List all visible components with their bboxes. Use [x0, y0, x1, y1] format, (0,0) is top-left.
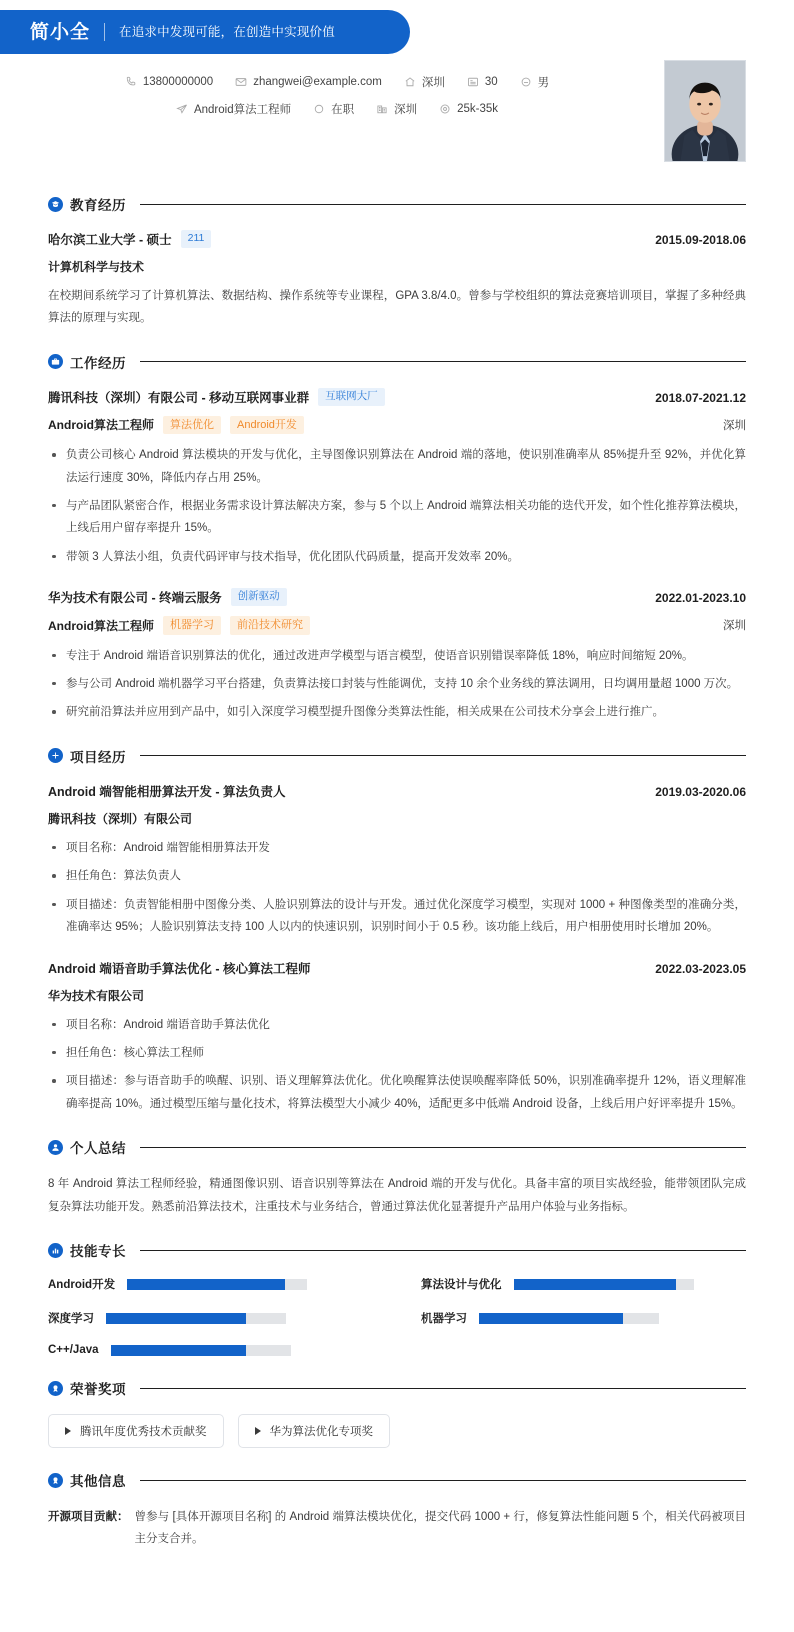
section-title-honors: 荣誉奖项: [70, 1382, 126, 1398]
graduation-cap-icon: [48, 197, 63, 212]
education-school: 哈尔滨工业大学 - 硕士: [48, 233, 172, 247]
work-entry-left: [48, 588, 287, 606]
project-entry: [48, 959, 746, 1116]
gender-icon: [520, 76, 532, 88]
work-date: 2022.01-2023.10: [655, 591, 746, 606]
section-rule: [140, 1480, 746, 1481]
project-company: 腾讯科技（深圳）有限公司: [48, 811, 193, 826]
skill-track: [106, 1313, 286, 1324]
skill-track: [111, 1345, 291, 1356]
contact-phone-text: 13800000000: [142, 76, 214, 88]
education-tag: 211: [181, 230, 212, 248]
section-header-education: [48, 194, 746, 214]
section-honors: [0, 1378, 794, 1448]
header-banner: [0, 10, 410, 54]
work-company: 腾讯科技（深圳）有限公司 - 移动互联网事业群: [48, 390, 310, 405]
status-circle-icon: [313, 103, 325, 115]
skill-fill: [111, 1345, 246, 1356]
section-summary: [0, 1137, 794, 1218]
work-entry: [48, 588, 746, 724]
work-entry-top: [48, 388, 746, 406]
phone-icon: [125, 76, 137, 88]
project-date: 2019.03-2020.06: [655, 784, 746, 799]
skill-fill: [514, 1279, 676, 1290]
section-rule: [140, 204, 746, 205]
city-icon: [376, 103, 388, 115]
bottom-padding: [0, 1551, 794, 1577]
project-entry-top: [48, 959, 746, 977]
skill-fill: [127, 1279, 285, 1290]
work-role-row: [48, 416, 746, 434]
skill-label: Android开发: [48, 1279, 116, 1292]
user-icon: [48, 1140, 63, 1155]
section-title-work: 工作经历: [70, 355, 126, 371]
section-header-skills: [48, 1240, 746, 1260]
section-rule: [140, 1250, 746, 1251]
contact-gender: [520, 74, 550, 90]
work-role: Android算法工程师: [48, 418, 154, 433]
award-icon: [48, 1381, 63, 1396]
candidate-name: 简小全: [30, 21, 91, 43]
play-triangle-icon: [255, 1427, 261, 1435]
section-header-projects: [48, 746, 746, 766]
contact-home-text: 深圳: [421, 77, 445, 89]
education-entry-top: [48, 230, 746, 248]
salary-icon: [439, 103, 451, 115]
project-bullet: 项目描述：参与语音助手的唤醒、识别、语义理解算法优化。优化唤醒算法使误唤醒率降低 50%，识别准确率提升 12%，语义理解准确率提高 10%。通过模型压缩与量化技术，将算法模型大小减少 40%，适配更多中低端 Android 设备，上线后用户好评率提升 15%。: [48, 1070, 746, 1115]
contact-salary: [439, 103, 498, 115]
work-company-tag: 创新驱动: [231, 588, 287, 606]
project-bullets: [48, 837, 746, 939]
work-bullet: 带领 3 人算法小组，负责代码评审与技术指导，优化团队代码质量，提高开发效率 20%。: [48, 546, 746, 568]
section-education: [0, 194, 794, 330]
work-role-tag: Android开发: [230, 416, 304, 434]
other-info-key: 开源项目贡献：: [48, 1511, 129, 1524]
work-bullet: 专注于 Android 端语音识别算法的优化，通过改进声学模型与语言模型，使语音识别错误率降低 18%，响应时间缩短 20%。: [48, 645, 746, 667]
avatar: [664, 60, 746, 162]
project-name: Android 端语音助手算法优化 - 核心算法工程师: [48, 961, 311, 976]
section-title-projects: 项目经历: [70, 749, 126, 765]
project-bullet: 担任角色：核心算法工程师: [48, 1042, 746, 1064]
project-name: Android 端智能相册算法开发 - 算法负责人: [48, 784, 286, 799]
section-title-summary: 个人总结: [70, 1141, 126, 1157]
section-title-skills: 技能专长: [70, 1244, 126, 1260]
contact-age-text: 30: [484, 76, 498, 88]
project-date: 2022.03-2023.05: [655, 961, 746, 976]
summary-text: 8 年 Android 算法工程师经验，精通图像识别、语音识别等算法在 Android 端的开发与优化。具备丰富的项目实战经验，能带领团队完成复杂算法功能开发。熟悉前沿算法技术，注重技术与业务结合，曾通过算法优化显著提升产品用户体验与业务指标。: [48, 1178, 746, 1213]
work-location: 深圳: [723, 419, 746, 432]
work-company: 华为技术有限公司 - 终端云服务: [48, 591, 222, 606]
work-bullets: [48, 444, 746, 568]
section-work: [0, 352, 794, 724]
skill-row: [421, 1276, 746, 1292]
banner-divider: [104, 23, 105, 41]
paper-plane-icon: [176, 103, 188, 115]
info-icon: [48, 1473, 63, 1488]
education-entry: [48, 230, 746, 330]
header-banner-wrap: [0, 0, 794, 54]
section-rule: [140, 755, 746, 756]
honor-label: 华为算法优化专项奖: [269, 1426, 373, 1439]
work-role-row: [48, 616, 746, 634]
honors-list: [48, 1414, 746, 1448]
education-date: 2015.09-2018.06: [655, 233, 746, 247]
skill-fill: [106, 1313, 246, 1324]
section-rule: [140, 1388, 746, 1389]
project-bullet: 项目名称：Android 端智能相册算法开发: [48, 837, 746, 859]
work-company-tag: 互联网大厂: [318, 388, 385, 406]
work-role: Android算法工程师: [48, 618, 154, 633]
work-bullet: 负责公司核心 Android 算法模块的开发与优化，主导图像识别算法在 Android 端的落地，使识别准确率从 85%提升至 92%，并优化算法运行速度 30%，降低内存占用 25%。: [48, 444, 746, 489]
project-entry: [48, 782, 746, 939]
section-other: [0, 1470, 794, 1551]
honor-chip[interactable]: [238, 1414, 391, 1448]
work-date: 2018.07-2021.12: [655, 390, 746, 405]
project-bullet: 担任角色：算法负责人: [48, 865, 746, 887]
work-bullet: 参与公司 Android 端机器学习平台搭建，负责算法接口封装与性能调优，支持 10 余个业务线的算法调用，日均调用量超 1000 万次。: [48, 673, 746, 695]
work-role-left: [48, 416, 304, 434]
section-rule: [140, 1147, 746, 1148]
skill-label: 机器学习: [421, 1313, 467, 1326]
banner-slogan: 在追求中发现可能，在创造中实现价值: [119, 24, 335, 39]
skill-row: [48, 1344, 373, 1356]
contact-city: [376, 101, 417, 117]
education-entry-left: [48, 230, 211, 248]
work-role-tag: 机器学习: [163, 616, 221, 634]
project-company: 华为技术有限公司: [48, 988, 145, 1003]
section-header-work: [48, 352, 746, 372]
contact-email-text: zhangwei@example.com: [253, 76, 382, 88]
section-header-honors: [48, 1378, 746, 1398]
skill-label: C++/Java: [48, 1344, 99, 1357]
section-header-other: [48, 1470, 746, 1490]
contact-city-text: 深圳: [394, 104, 418, 116]
skill-row: [421, 1310, 746, 1326]
section-rule: [140, 361, 746, 362]
work-bullet: 与产品团队紧密合作，根据业务需求设计算法解决方案，参与 5 个以上 Android 端算法相关功能的迭代开发，如个性化推荐算法模块，上线后用户留存率提升 15%。: [48, 495, 746, 540]
work-role-tag: 算法优化: [163, 416, 221, 434]
section-title-other: 其他信息: [70, 1474, 126, 1490]
education-major: 计算机科学与技术: [48, 260, 145, 274]
section-header-summary: [48, 1137, 746, 1157]
skill-track: [479, 1313, 659, 1324]
honor-chip[interactable]: [48, 1414, 224, 1448]
work-entry-top: [48, 588, 746, 606]
id-card-icon: [467, 76, 479, 88]
contact-home: [404, 74, 445, 90]
project-bullets: [48, 1014, 746, 1116]
contact-row-2: [48, 101, 626, 117]
work-role-tag: 前沿技术研究: [230, 616, 310, 634]
other-info-value: 曾参与 [具体开源项目名称] 的 Android 端算法模块优化，提交代码 1000 + 行，修复算法性能问题 5 个，相关代码被项目主分支合并。: [134, 1511, 746, 1546]
section-projects: [0, 746, 794, 1115]
contact-status-text: 在职: [331, 104, 355, 116]
chart-bar-icon: [48, 1243, 63, 1258]
work-bullets: [48, 645, 746, 724]
project-grid-icon: [48, 748, 63, 763]
section-title-education: 教育经历: [70, 198, 126, 213]
contact-position-text: Android算法工程师: [193, 104, 292, 116]
other-info-row: [48, 1506, 746, 1551]
play-triangle-icon: [65, 1427, 71, 1435]
contact-age: [467, 76, 498, 88]
project-entry-top: [48, 782, 746, 800]
project-bullet: 项目描述：负责智能相册中图像分类、人脸识别算法的设计与开发。通过优化深度学习模型，实现对 1000 + 种图像类型的准确分类，准确率达 95%；人脸识别算法支持 100 人以内的快速识别，识别时间小于 0.5 秒。该功能上线后，用户相册使用时长增加 20%。: [48, 894, 746, 939]
project-bullet: 项目名称：Android 端语音助手算法优化: [48, 1014, 746, 1036]
work-role-left: [48, 616, 310, 634]
contact-area: [0, 54, 794, 172]
briefcase-icon: [48, 354, 63, 369]
skill-label: 深度学习: [48, 1313, 94, 1326]
skills-grid: [48, 1276, 746, 1356]
honor-label: 腾讯年度优秀技术贡献奖: [80, 1426, 207, 1439]
work-location: 深圳: [723, 620, 746, 633]
contact-email: [235, 76, 382, 88]
home-icon: [404, 76, 416, 88]
contact-lines: [48, 74, 746, 117]
skill-track: [127, 1279, 307, 1290]
contact-row-1: [48, 74, 626, 90]
skill-track: [514, 1279, 694, 1290]
education-description: 在校期间系统学习了计算机算法、数据结构、操作系统等专业课程，GPA 3.8/4.0。曾参与学校组织的算法竞赛培训项目，掌握了多种经典算法的原理与实现。: [48, 290, 746, 325]
skill-row: [48, 1276, 373, 1292]
skill-row: [48, 1310, 373, 1326]
contact-phone: [125, 76, 213, 88]
contact-salary-text: 25k-35k: [457, 103, 499, 115]
work-entry-left: [48, 388, 385, 406]
mail-icon: [235, 76, 247, 88]
skill-fill: [479, 1313, 623, 1324]
contact-position: [176, 101, 291, 117]
section-skills: [0, 1240, 794, 1356]
skill-label: 算法设计与优化: [421, 1279, 502, 1292]
work-entry: [48, 388, 746, 568]
contact-gender-text: 男: [537, 77, 550, 89]
work-bullet: 研究前沿算法并应用到产品中，如引入深度学习模型提升图像分类算法性能，相关成果在公司技术分享会上进行推广。: [48, 701, 746, 723]
contact-status: [313, 101, 354, 117]
